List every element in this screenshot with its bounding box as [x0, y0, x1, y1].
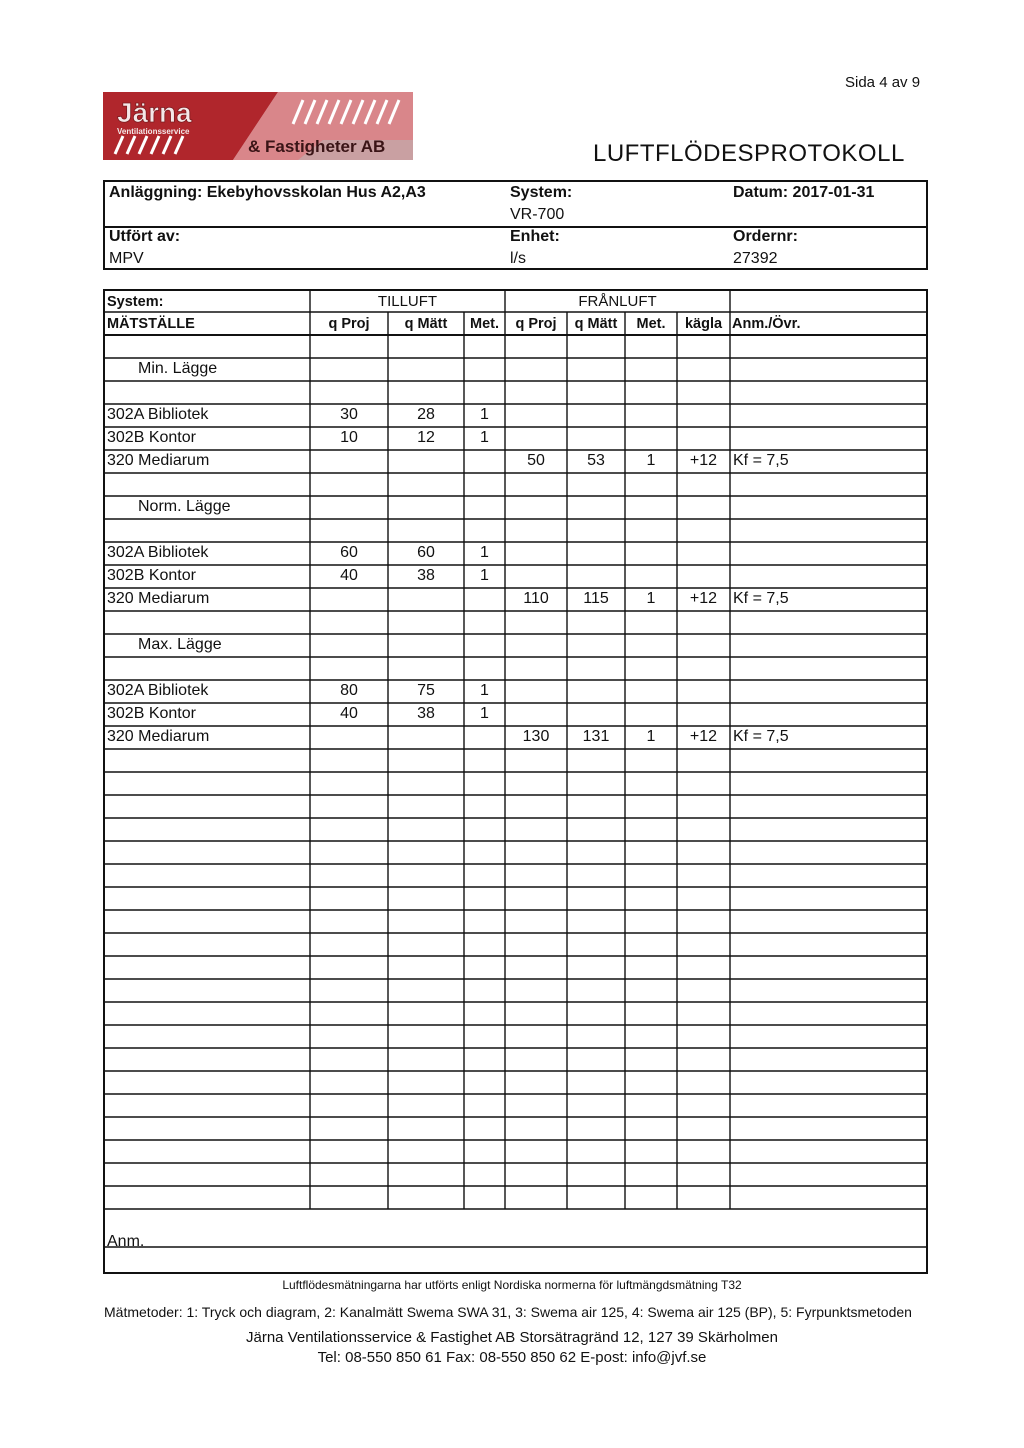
col-supply-method-cell: 1 [480, 406, 489, 423]
col-remarks-header: Anm./Övr. [732, 316, 801, 332]
col-exhaust-q-proj-cell: 50 [527, 452, 545, 469]
section-label: Norm. Lägge [138, 498, 231, 515]
performed-by-label: Utfört av: [109, 228, 181, 245]
col-supply-q-measured-cell: 38 [417, 567, 435, 584]
col-measure-point-cell: 302B Kontor [107, 429, 196, 446]
col-supply-method-cell: 1 [480, 705, 489, 722]
measurement-table [103, 289, 928, 1274]
order-number-label: Ordernr: [733, 228, 798, 245]
col-exhaust-q-proj-cell: 130 [522, 728, 550, 745]
col-supply-q-measured-cell: 75 [417, 682, 435, 699]
col-remarks-cell: Kf = 7,5 [733, 590, 789, 607]
system-label: System: [510, 184, 573, 201]
col-supply-q-proj-cell: 30 [340, 406, 358, 423]
col-exhaust-method-cell: 1 [646, 590, 656, 607]
col-measure-point-cell: 302A Bibliotek [107, 682, 209, 699]
footer-address: Järna Ventilationsservice & Fastighet AB Storsätragränd 12, 127 39 Skärholmen [246, 1329, 778, 1346]
unit-label: Enhet: [510, 228, 560, 245]
col-cone-cell: +12 [689, 590, 718, 607]
col-measure-point-cell: 320 Mediarum [107, 590, 210, 607]
supply-air-header: TILLUFT [377, 293, 438, 310]
svg-text:& Fastigheter AB: & Fastigheter AB [248, 137, 386, 156]
col-supply-method-cell: 1 [480, 682, 489, 699]
col-exhaust-method-header: Met. [636, 316, 666, 332]
col-supply-q-proj-header: q Proj [328, 316, 370, 332]
col-exhaust-method-cell: 1 [646, 452, 656, 469]
col-exhaust-q-measured-cell: 131 [582, 728, 610, 745]
col-cone-header: kägla [684, 316, 723, 332]
order-number-value: 27392 [733, 250, 778, 267]
col-measure-point-cell: 302B Kontor [107, 567, 196, 584]
col-supply-q-measured-header: q Mätt [404, 316, 448, 332]
svg-text:Ventilationsservice: Ventilationsservice [117, 127, 190, 136]
svg-text:Järna: Järna [117, 97, 192, 128]
col-measure-point-header: MÄTSTÄLLE [107, 316, 195, 332]
col-measure-point-cell: 302B Kontor [107, 705, 196, 722]
date-label: Datum: 2017-01-31 [733, 184, 875, 201]
col-supply-q-measured-cell: 28 [417, 406, 435, 423]
document-title: LUFTFLÖDESPROTOKOLL [593, 140, 905, 167]
remarks-label: Anm. [107, 1233, 145, 1250]
col-supply-q-proj-cell: 40 [340, 705, 358, 722]
page-number: Sida 4 av 9 [845, 74, 921, 91]
section-label: Max. Lägge [138, 636, 222, 653]
section-label: Min. Lägge [138, 360, 218, 377]
company-logo [103, 92, 413, 160]
col-exhaust-q-proj-cell: 110 [523, 590, 549, 607]
exhaust-air-header: FRÅNLUFT [578, 293, 657, 310]
col-remarks-cell: Kf = 7,5 [733, 728, 789, 745]
col-remarks-cell: Kf = 7,5 [733, 452, 789, 469]
col-measure-point-cell: 320 Mediarum [107, 452, 210, 469]
table-grid-lines [105, 291, 930, 1276]
col-measure-point-cell: 320 Mediarum [107, 728, 210, 745]
col-supply-q-proj-cell: 40 [340, 567, 358, 584]
col-measure-point-cell: 302A Bibliotek [107, 406, 209, 423]
col-exhaust-q-measured-cell: 115 [583, 590, 609, 607]
col-exhaust-q-measured-cell: 53 [587, 452, 605, 469]
col-cone-cell: +12 [689, 728, 718, 745]
footer-norms-note: Luftflödesmätningarna har utförts enligt Nordiska normerna för luftmängdsmätning T32 [282, 1278, 742, 1292]
performed-by-value: MPV [109, 250, 144, 267]
col-measure-point-cell: 302A Bibliotek [107, 544, 209, 561]
col-exhaust-method-cell: 1 [646, 728, 656, 745]
col-supply-method-cell: 1 [480, 567, 489, 584]
col-supply-q-proj-cell: 80 [340, 682, 358, 699]
col-cone-cell: +12 [689, 452, 718, 469]
col-supply-q-measured-cell: 38 [417, 705, 435, 722]
col-supply-q-measured-cell: 60 [417, 544, 435, 561]
system-value: VR-700 [510, 206, 565, 223]
col-supply-q-measured-cell: 12 [417, 429, 435, 446]
unit-value: l/s [510, 250, 526, 267]
col-supply-method-header: Met. [470, 316, 499, 332]
col-supply-method-cell: 1 [480, 544, 489, 561]
col-supply-q-proj-cell: 10 [340, 429, 358, 446]
footer-methods: Mätmetoder: 1: Tryck och diagram, 2: Kanalmätt Swema SWA 31, 3: Swema air 125, 4: Swema air 125 (BP), 5: Fyrpunktsmetoden [104, 1304, 912, 1320]
footer-contact: Tel: 08-550 850 61 Fax: 08-550 850 62 E-post: info@jvf.se [317, 1349, 707, 1366]
header-box [103, 180, 928, 270]
col-supply-method-cell: 1 [480, 429, 489, 446]
col-exhaust-q-proj-header: q Proj [515, 316, 557, 332]
col-exhaust-q-measured-header: q Mätt [574, 316, 618, 332]
facility-label: Anläggning: Ekebyhovsskolan Hus A2,A3 [109, 184, 426, 201]
table-system-label: System: [107, 294, 164, 310]
col-supply-q-proj-cell: 60 [340, 544, 358, 561]
